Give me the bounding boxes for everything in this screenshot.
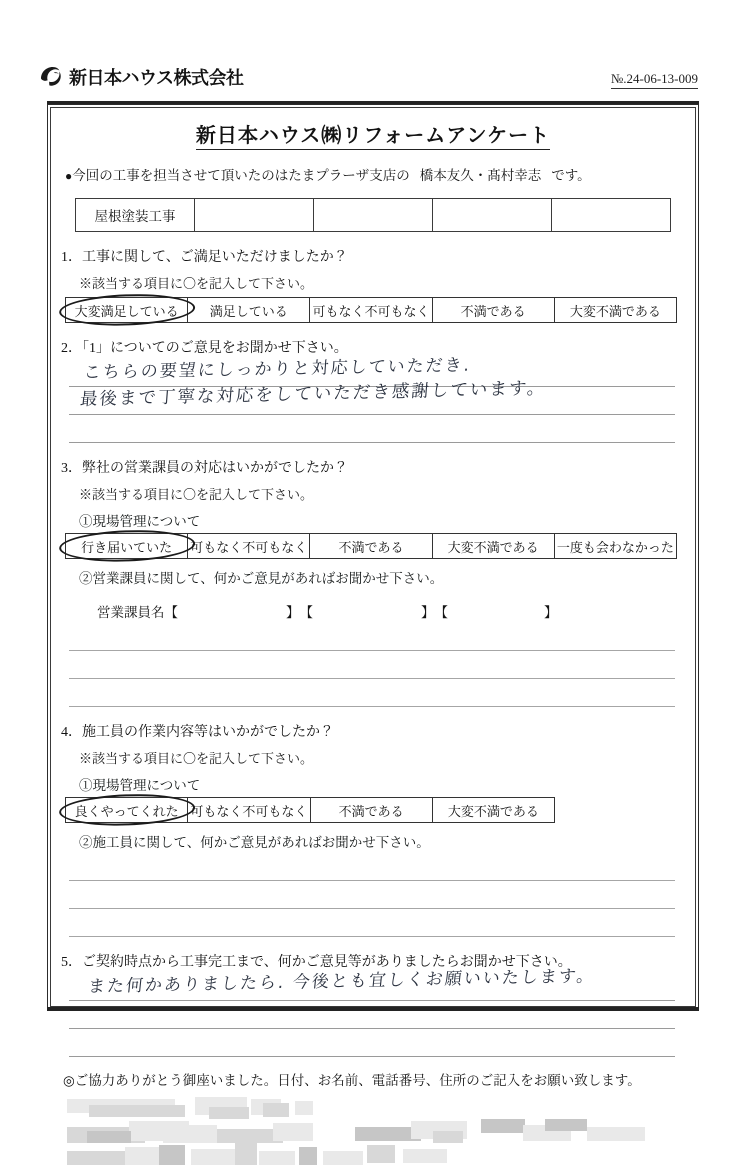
question-4-heading: 4．施工員の作業内容等はいかがでしたか？ (61, 725, 334, 740)
q2-handwriting-line-1: こちらの要望にしっかりと対応していただき. (83, 355, 472, 383)
company-logo (38, 64, 243, 90)
document-number: №.24-06-13-009 (611, 71, 698, 89)
question-3-heading: 3．弊社の営業課員の対応はいかがでしたか？ (61, 461, 348, 476)
lead-prefix: 今回の工事を担当させて頂いたのは (72, 168, 289, 183)
staff-name-field-row (97, 601, 689, 621)
q1-option-3[interactable]: 可もなく不可もなく (310, 298, 432, 323)
write-line[interactable] (69, 679, 675, 707)
branch-name: たまプラーザ支店 (288, 168, 397, 183)
company-name: 新日本ハウス株式会社 (69, 68, 244, 89)
question-1-options (65, 297, 677, 323)
footer-thanks-note: ◎ご協力ありがとう御座いました。日付、お名前、電話番号、住所のご記入をお願い致します。 (63, 1073, 641, 1088)
work-type-cell-5 (552, 199, 671, 232)
q4-option-2[interactable]: 可もなく不可もなく (188, 798, 310, 823)
swoosh-logo-icon (38, 64, 64, 90)
question-3-comment-lines (57, 623, 689, 707)
write-line[interactable] (69, 966, 675, 1001)
write-line[interactable] (69, 651, 675, 679)
work-type-cell-3 (314, 199, 433, 232)
write-line[interactable] (69, 1029, 675, 1057)
q3-option-5[interactable]: 一度も会わなかった (554, 534, 676, 559)
q1-option-2[interactable]: 満足している (188, 298, 310, 323)
staff-name-slot-3[interactable]: 【 】 (434, 605, 558, 620)
write-line[interactable] (69, 881, 675, 909)
table-row (66, 534, 677, 559)
masthead (0, 62, 730, 106)
survey-page (57, 110, 689, 1088)
staff-name-slot-2[interactable]: 【 】 (299, 605, 435, 620)
question-2-answer (57, 355, 689, 443)
write-line[interactable] (69, 1001, 675, 1029)
question-3-options (65, 533, 677, 559)
work-type-table (75, 198, 671, 232)
write-line[interactable] (69, 623, 675, 651)
branch-suffix: の (396, 168, 410, 183)
form-title (57, 119, 689, 148)
staff-name-label: 営業課員名 (97, 605, 165, 620)
write-line[interactable] (69, 853, 675, 881)
question-1-heading: 1．工事に関して、ご満足いただけましたか？ (61, 250, 348, 265)
table-row (66, 298, 677, 323)
write-line[interactable] (69, 909, 675, 937)
q3-option-2[interactable]: 可もなく不可もなく (188, 534, 310, 559)
q3-option-1[interactable]: 行き届いていた (66, 534, 188, 559)
form-title-text: 新日本ハウス㈱リフォームアンケート (196, 125, 550, 150)
bullet-icon: ● (65, 169, 73, 183)
question-4-comment-lines (57, 853, 689, 937)
q4-option-3[interactable]: 不満である (310, 798, 432, 823)
write-line[interactable] (69, 415, 675, 443)
lead-line (65, 164, 689, 184)
q5-handwriting-line-1: また何かありましたら. 今後とも宜しくお願いいたします。 (87, 966, 597, 997)
q2-handwriting-line-2: 最後まで丁寧な対応をしていただき感謝しています。 (79, 378, 548, 410)
q3-option-4[interactable]: 大変不満である (432, 534, 554, 559)
lead-suffix: です。 (551, 168, 591, 183)
q1-option-4[interactable]: 不満である (432, 298, 554, 323)
question-5-heading: 5．ご契約時点から工事完工まで、何かご意見等がありましたらお聞かせ下さい。 (61, 955, 572, 970)
question-3-sub-label: ①現場管理について (79, 514, 201, 529)
redacted-personal-information (67, 1097, 667, 1169)
work-type-cell-1: 屋根塗装工事 (76, 199, 195, 232)
work-type-cell-2 (195, 199, 314, 232)
question-3-note: ※該当する項目に〇を記入して下さい。 (79, 487, 314, 502)
q1-option-5[interactable]: 大変不満である (554, 298, 676, 323)
question-4-sub-label-2: ②施工員に関して、何かご意見があればお聞かせ下さい。 (79, 835, 430, 850)
table-row (76, 199, 671, 232)
staff-name-slot-1[interactable]: 【 】 (164, 605, 300, 620)
write-line[interactable] (69, 378, 675, 415)
question-4-options (65, 797, 555, 823)
question-2-heading: 2．「1」についてのご意見をお聞かせ下さい。 (61, 341, 348, 356)
staff-names: 橋本友久・髙村幸志 (419, 168, 542, 183)
question-5-answer (57, 966, 689, 1057)
question-4-note: ※該当する項目に〇を記入して下さい。 (79, 751, 314, 766)
q1-option-1[interactable]: 大変満足している (66, 298, 188, 323)
question-1-note: ※該当する項目に〇を記入して下さい。 (79, 276, 314, 291)
q4-option-4[interactable]: 大変不満である (432, 798, 554, 823)
question-3-sub-label-2: ②営業課員に関して、何かご意見があればお聞かせ下さい。 (79, 571, 444, 586)
table-row (66, 798, 555, 823)
q3-option-3[interactable]: 不満である (310, 534, 432, 559)
q4-option-1[interactable]: 良くやってくれた (66, 798, 188, 823)
question-4-sub-label: ①現場管理について (79, 778, 201, 793)
work-type-cell-4 (433, 199, 552, 232)
